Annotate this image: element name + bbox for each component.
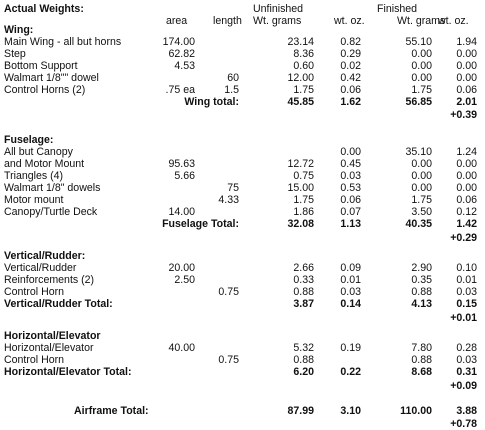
table-row (0, 194, 485, 206)
finished-oz-cell: 0.06 (456, 193, 477, 206)
finished-oz-cell: 0.06 (456, 83, 477, 96)
item-label: Reinforcements (2) (4, 273, 95, 286)
finished-oz-cell: 1.94 (456, 35, 477, 48)
area-header: area (166, 15, 188, 27)
table-row (0, 170, 485, 182)
table-row (0, 48, 485, 60)
unfinished-oz-cell: 0.02 (340, 59, 361, 72)
unfinished-grams-cell: 15.00 (287, 181, 314, 194)
finished-oz-header: wt. oz. (438, 15, 469, 27)
unfinished-grams-cell: 1.86 (293, 205, 314, 218)
weight-gain-row (0, 312, 485, 324)
unfinished-oz-total: 1.62 (340, 95, 361, 108)
finished-oz-cell: 0.12 (456, 205, 477, 218)
finished-oz-cell: 0.03 (456, 285, 477, 298)
section-heading-row (0, 330, 485, 342)
table-row (0, 354, 485, 366)
finished-grams-total: 8.68 (411, 365, 432, 378)
table-row (0, 72, 485, 84)
finished-oz-cell: 0.00 (456, 169, 477, 182)
length-cell: 0.75 (218, 285, 239, 298)
unfinished-grams-cell: 0.33 (293, 273, 314, 286)
subtotal-label: Horizontal/Elevator Total: (4, 365, 132, 378)
item-label: Control Horn (4, 353, 65, 366)
unfinished-grams-total: 32.08 (287, 217, 314, 230)
item-label: Control Horns (2) (4, 83, 86, 96)
finished-oz-total: 3.88 (456, 404, 477, 417)
weight-gain-value: +0.09 (450, 379, 477, 392)
finished-oz-total: 1.42 (456, 217, 477, 230)
unfinished-grams-cell: 1.75 (293, 83, 314, 96)
finished-oz-cell: 1.24 (456, 145, 477, 158)
weight-gain-row (0, 380, 485, 392)
unfinished-grams-cell: 0.60 (293, 59, 314, 72)
weight-gain-value: +0.39 (450, 108, 477, 121)
table-row (0, 158, 485, 170)
length-header: length (213, 15, 242, 27)
unfinished-oz-cell: 0.42 (340, 71, 361, 84)
unfinished-oz-total: 1.13 (340, 217, 361, 230)
table-row (0, 342, 485, 354)
section-heading: Fuselage: (4, 133, 54, 146)
finished-grams-cell: 0.35 (411, 273, 432, 286)
subtotal-label: Fuselage Total: (162, 217, 239, 230)
finished-grams-cell: 0.00 (411, 59, 432, 72)
item-label: Bottom Support (4, 59, 78, 72)
item-label: Canopy/Turtle Deck (4, 205, 98, 218)
section-heading: Horizontal/Elevator (4, 329, 101, 342)
unfinished-oz-cell: 0.45 (340, 157, 361, 170)
unfinished-grams-cell: 8.36 (293, 47, 314, 60)
unfinished-grams-header: Wt. grams (253, 15, 302, 27)
finished-oz-total: 0.15 (456, 297, 477, 310)
finished-grams-cell: 0.00 (411, 169, 432, 182)
unfinished-oz-cell: 0.00 (340, 145, 361, 158)
subtotal-row (0, 366, 485, 378)
unfinished-grams-cell: 2.66 (293, 261, 314, 274)
area-cell: 5.66 (174, 169, 195, 182)
weight-gain-row (0, 232, 485, 244)
section-heading-row (0, 24, 485, 36)
table-row (0, 274, 485, 286)
item-label: Horizontal/Elevator (4, 341, 94, 354)
airframe-total-row (0, 405, 485, 417)
unfinished-grams-total: 45.85 (287, 95, 314, 108)
finished-grams-cell: 0.00 (411, 181, 432, 194)
table-row (0, 146, 485, 158)
item-label: All but Canopy (4, 145, 73, 158)
length-cell: 60 (227, 71, 239, 84)
finished-grams-cell: 35.10 (405, 145, 432, 158)
table-row (0, 206, 485, 218)
finished-grams-total: 56.85 (405, 95, 432, 108)
area-cell: 2.50 (174, 273, 195, 286)
section-heading-row (0, 250, 485, 262)
subtotal-row (0, 218, 485, 230)
sheet-title: Actual Weights: (4, 3, 84, 15)
finished-header: Finished (377, 3, 418, 15)
finished-grams-header: Wt. grams (397, 15, 446, 27)
finished-oz-total: 2.01 (456, 95, 477, 108)
length-cell: 75 (227, 181, 239, 194)
length-cell: 4.33 (218, 193, 239, 206)
area-cell: .75 ea (165, 83, 195, 96)
unfinished-grams-total: 87.99 (287, 404, 314, 417)
unfinished-grams-cell: 5.32 (293, 341, 314, 354)
item-label: Walmart 1/8" dowels (4, 181, 101, 194)
finished-oz-cell: 0.01 (456, 273, 477, 286)
finished-grams-total: 40.35 (405, 217, 432, 230)
subtotal-row (0, 298, 485, 310)
finished-oz-cell: 0.00 (456, 71, 477, 84)
finished-oz-cell: 0.00 (456, 181, 477, 194)
unfinished-oz-cell: 0.09 (340, 261, 361, 274)
subtotal-label: Vertical/Rudder Total: (4, 297, 113, 310)
weight-gain-value: +0.78 (450, 417, 477, 430)
unfinished-oz-cell: 0.06 (340, 193, 361, 206)
subtotal-row (0, 96, 485, 108)
finished-oz-cell: 0.00 (456, 47, 477, 60)
table-row (0, 182, 485, 194)
item-label: Motor mount (4, 193, 64, 206)
airframe-total-label: Airframe Total: (74, 404, 149, 417)
unfinished-oz-total: 0.14 (340, 297, 361, 310)
unfinished-oz-total: 0.22 (340, 365, 361, 378)
area-cell: 174.00 (162, 35, 195, 48)
unfinished-grams-total: 3.87 (293, 297, 314, 310)
item-label: Step (4, 47, 26, 60)
finished-grams-cell: 0.00 (411, 157, 432, 170)
weight-gain-value: +0.29 (450, 231, 477, 244)
weight-gain-value: +0.01 (450, 311, 477, 324)
header-row-1 (0, 3, 485, 15)
finished-grams-cell: 2.90 (411, 261, 432, 274)
subtotal-label: Wing total: (184, 95, 239, 108)
finished-grams-cell: 0.88 (411, 353, 432, 366)
finished-grams-cell: 1.75 (411, 193, 432, 206)
item-label: Main Wing - all but horns (4, 35, 122, 48)
finished-grams-cell: 0.00 (411, 71, 432, 84)
finished-oz-cell: 0.03 (456, 353, 477, 366)
unfinished-oz-cell: 0.03 (340, 285, 361, 298)
area-cell: 40.00 (168, 341, 195, 354)
unfinished-oz-cell: 0.03 (340, 169, 361, 182)
item-label: Walmart 1/8"" dowel (4, 71, 99, 84)
unfinished-oz-cell: 0.29 (340, 47, 361, 60)
finished-grams-cell: 1.75 (411, 83, 432, 96)
area-cell: 14.00 (168, 205, 195, 218)
finished-grams-total: 110.00 (400, 404, 432, 417)
unfinished-oz-cell: 0.53 (340, 181, 361, 194)
finished-grams-cell: 0.00 (411, 47, 432, 60)
finished-grams-cell: 0.88 (411, 285, 432, 298)
finished-grams-cell: 55.10 (405, 35, 432, 48)
section-heading: Vertical/Rudder: (4, 249, 86, 262)
section-heading: Wing: (4, 23, 34, 36)
unfinished-grams-cell: 1.75 (293, 193, 314, 206)
unfinished-grams-cell: 0.88 (293, 285, 314, 298)
unfinished-oz-cell: 0.06 (340, 83, 361, 96)
finished-grams-cell: 7.80 (411, 341, 432, 354)
unfinished-oz-total: 3.10 (340, 404, 361, 417)
finished-oz-cell: 0.00 (456, 59, 477, 72)
item-label: Triangles (4) (4, 169, 64, 182)
table-row (0, 84, 485, 96)
unfinished-oz-cell: 0.01 (340, 273, 361, 286)
unfinished-oz-header: wt. oz. (334, 15, 365, 27)
finished-oz-cell: 0.00 (456, 157, 477, 170)
unfinished-header: Unfinished (253, 3, 304, 15)
weight-gain-row (0, 109, 485, 121)
unfinished-oz-cell: 0.82 (340, 35, 361, 48)
area-cell: 20.00 (168, 261, 195, 274)
table-row (0, 36, 485, 48)
unfinished-grams-cell: 12.72 (287, 157, 314, 170)
section-heading-row (0, 134, 485, 146)
area-cell: 95.63 (168, 157, 195, 170)
table-row (0, 262, 485, 274)
unfinished-grams-total: 6.20 (293, 365, 314, 378)
finished-grams-total: 4.13 (411, 297, 432, 310)
table-row (0, 60, 485, 72)
area-cell: 4.53 (174, 59, 195, 72)
item-label: and Motor Mount (4, 157, 85, 170)
weight-gain-row (0, 418, 485, 430)
item-label: Vertical/Rudder (4, 261, 77, 274)
table-row (0, 286, 485, 298)
length-cell: 0.75 (218, 353, 239, 366)
unfinished-oz-cell: 0.19 (340, 341, 361, 354)
unfinished-grams-cell: 0.75 (293, 169, 314, 182)
length-cell: 1.5 (224, 83, 239, 96)
area-cell: 62.82 (168, 47, 195, 60)
finished-oz-cell: 0.10 (456, 261, 477, 274)
unfinished-grams-cell: 0.88 (293, 353, 314, 366)
finished-oz-total: 0.31 (456, 365, 477, 378)
unfinished-oz-cell: 0.07 (340, 205, 361, 218)
item-label: Control Horn (4, 285, 65, 298)
finished-grams-cell: 3.50 (411, 205, 432, 218)
finished-oz-cell: 0.28 (456, 341, 477, 354)
unfinished-grams-cell: 23.14 (287, 35, 314, 48)
unfinished-grams-cell: 12.00 (287, 71, 314, 84)
